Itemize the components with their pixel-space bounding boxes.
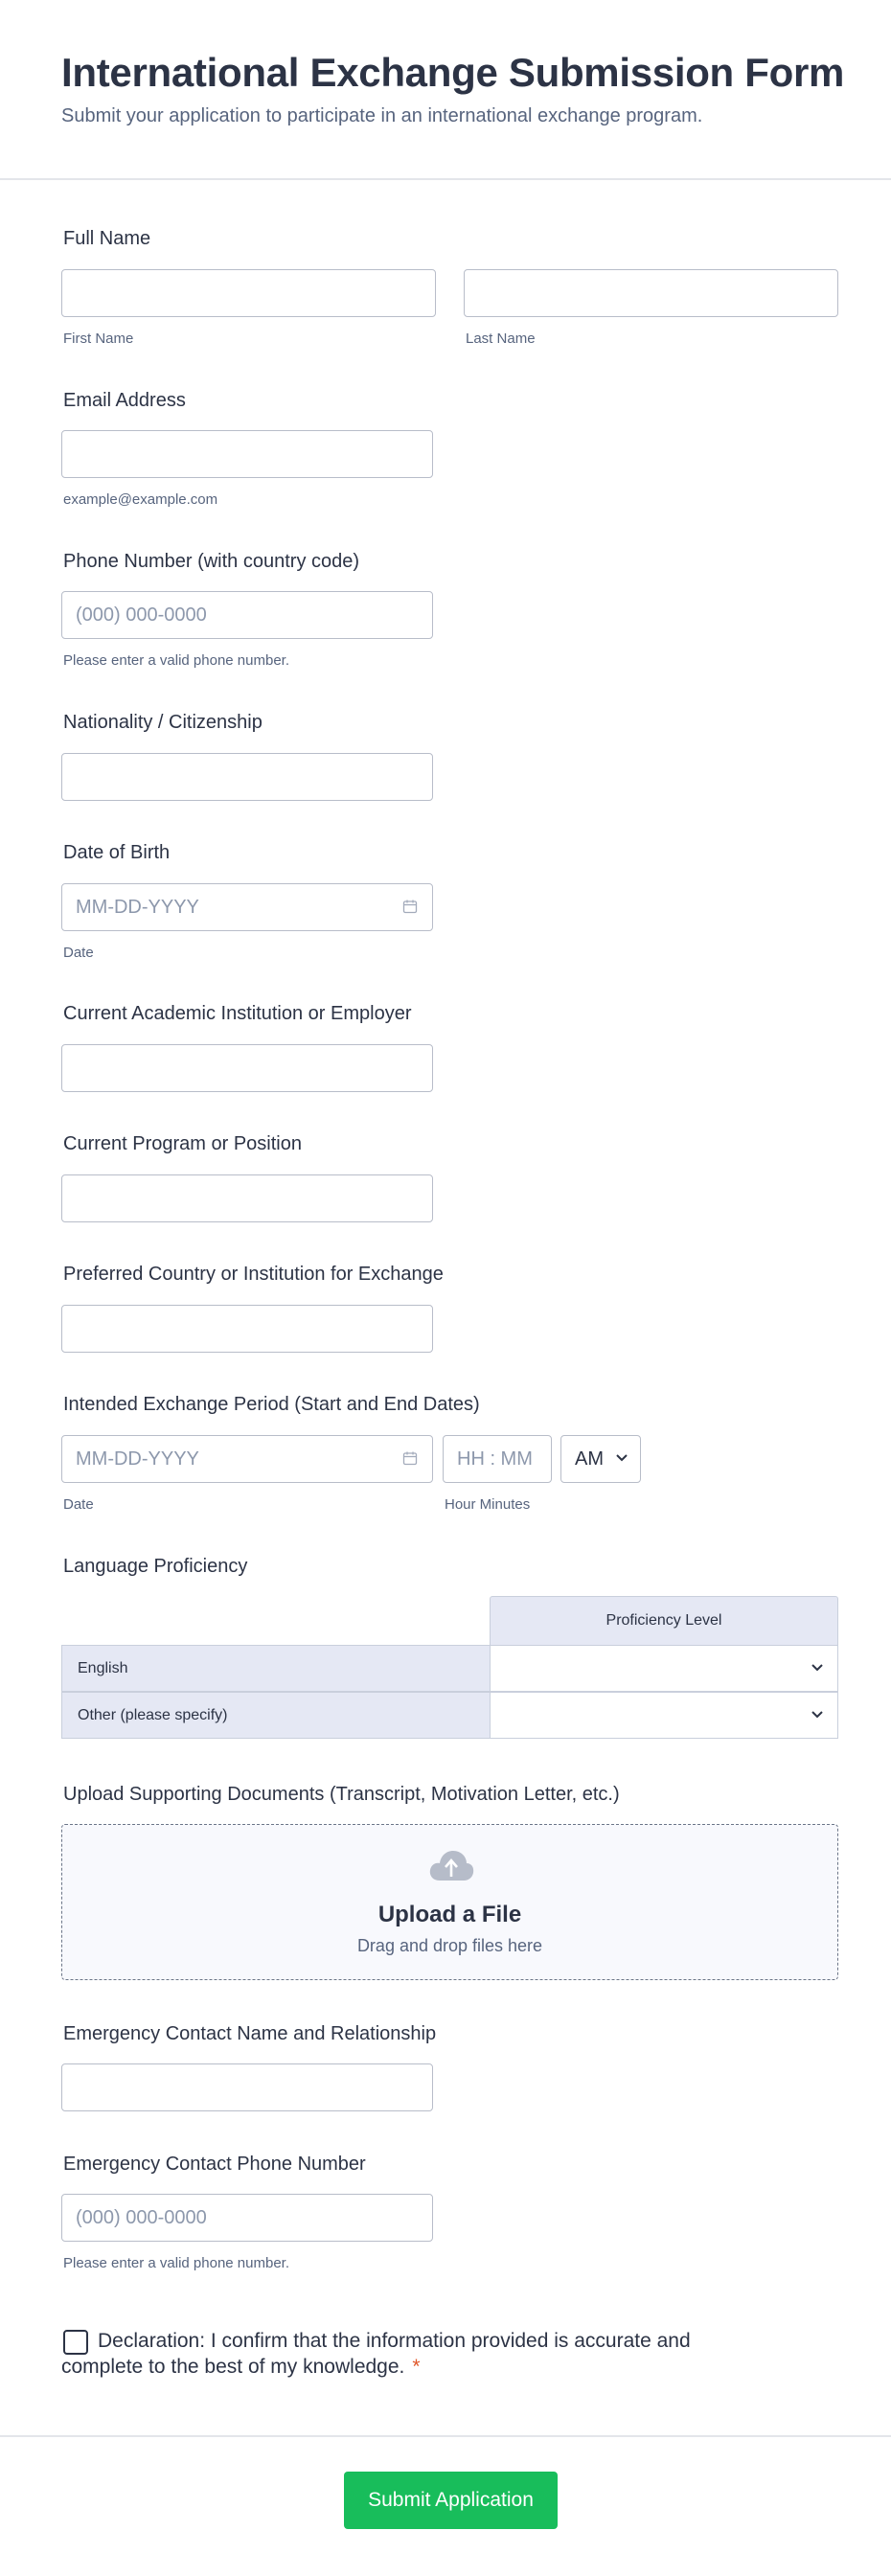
email-label: Email Address — [63, 390, 186, 411]
calendar-icon[interactable] — [402, 899, 418, 914]
emergency-name-label: Emergency Contact Name and Relationship — [63, 2023, 437, 2044]
chevron-down-icon — [615, 1453, 628, 1463]
email-input[interactable] — [61, 430, 433, 478]
phone-label: Phone Number (with country code) — [63, 551, 360, 572]
chevron-down-icon — [811, 1710, 824, 1720]
institution-input[interactable] — [61, 1044, 433, 1092]
upload-subtitle: Drag and drop files here — [356, 1936, 543, 1955]
declaration-checkbox[interactable] — [63, 2330, 88, 2355]
last-name-input[interactable] — [464, 269, 838, 317]
dob-input[interactable] — [61, 883, 433, 931]
english-proficiency-select[interactable] — [490, 1645, 838, 1692]
emergency-name-input[interactable] — [61, 2063, 433, 2111]
exchange-time-sublabel: Hour Minutes — [445, 1496, 531, 1513]
preferred-input[interactable] — [61, 1305, 433, 1353]
footer-divider — [0, 2435, 891, 2437]
other-proficiency-select[interactable] — [490, 1692, 838, 1739]
preferred-label: Preferred Country or Institution for Exchange — [63, 1264, 444, 1285]
upload-label: Upload Supporting Documents (Transcript, Motivation Letter, etc.) — [63, 1784, 620, 1805]
upload-title: Upload a File — [377, 1902, 522, 1927]
first-name-sublabel: First Name — [63, 331, 134, 347]
matrix-column-header — [490, 1596, 838, 1646]
submit-button[interactable]: Submit Application — [344, 2472, 558, 2529]
matrix-row-other: Other (please specify) — [61, 1692, 491, 1739]
full-name-label: Full Name — [63, 228, 151, 249]
emergency-phone-label: Emergency Contact Phone Number — [63, 2154, 366, 2175]
file-upload-dropzone[interactable] — [61, 1824, 838, 1980]
exchange-date-sublabel: Date — [63, 1496, 94, 1513]
email-sublabel: example@example.com — [63, 491, 218, 508]
program-label: Current Program or Position — [63, 1133, 302, 1154]
exchange-time-input[interactable] — [443, 1435, 552, 1483]
cloud-upload-icon — [427, 1848, 475, 1884]
declaration-text-line1: Declaration: I confirm that the information provided is accurate and — [98, 2330, 691, 2352]
institution-label: Current Academic Institution or Employer — [63, 1003, 412, 1024]
chevron-down-icon — [811, 1663, 824, 1673]
calendar-icon[interactable] — [402, 1450, 418, 1466]
last-name-sublabel: Last Name — [466, 331, 536, 347]
exchange-period-label: Intended Exchange Period (Start and End Dates) — [63, 1394, 480, 1415]
form-subtitle: Submit your application to participate in an international exchange program. — [61, 105, 703, 126]
phone-input[interactable] — [61, 591, 433, 639]
form-title: International Exchange Submission Form — [61, 50, 845, 95]
matrix-column-label: Proficiency Level — [605, 1612, 722, 1629]
dob-sublabel: Date — [63, 945, 94, 961]
phone-sublabel: Please enter a valid phone number. — [63, 652, 289, 669]
form-header — [0, 0, 891, 180]
exchange-date-input[interactable] — [61, 1435, 433, 1483]
first-name-input[interactable] — [61, 269, 436, 317]
declaration-text: complete to the best of my knowledge. — [61, 2356, 405, 2378]
nationality-input[interactable] — [61, 753, 433, 801]
language-label: Language Proficiency — [63, 1556, 248, 1577]
required-mark: * — [412, 2356, 421, 2378]
emergency-phone-input[interactable] — [61, 2194, 433, 2242]
nationality-label: Nationality / Citizenship — [63, 712, 263, 733]
emergency-phone-sublabel: Please enter a valid phone number. — [63, 2255, 289, 2271]
program-input[interactable] — [61, 1174, 433, 1222]
dob-label: Date of Birth — [63, 842, 171, 863]
matrix-row-english: English — [61, 1645, 491, 1692]
ampm-select[interactable] — [560, 1435, 641, 1483]
ampm-value: AM — [575, 1448, 604, 1470]
declaration-text-line2 — [61, 2356, 421, 2379]
